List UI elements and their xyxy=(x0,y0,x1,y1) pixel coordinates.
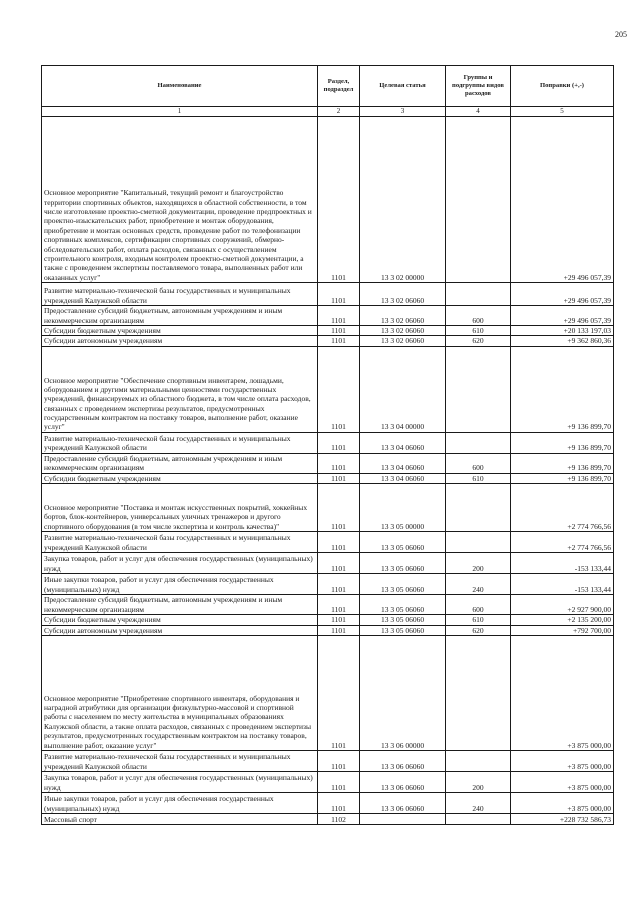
row-name: Предоставление субсидий бюджетным, автономным учреждениям и иным некоммерческим организациям xyxy=(42,453,318,473)
column-header-section: Раздел, подраздел xyxy=(318,66,360,107)
row-article: 13 3 06 00000 xyxy=(360,635,446,750)
row-section: 1101 xyxy=(318,625,360,635)
row-section: 1102 xyxy=(318,813,360,824)
row-section: 1101 xyxy=(318,595,360,615)
row-article: 13 3 04 06060 xyxy=(360,453,446,473)
table-row xyxy=(42,484,614,532)
row-section: 1101 xyxy=(318,771,360,792)
row-name: Иные закупки товаров, работ и услуг для обеспечения государственных (муниципальных) нужд xyxy=(42,792,318,813)
row-group: 600 xyxy=(446,595,511,615)
table-row xyxy=(42,750,614,771)
table-row xyxy=(42,336,614,346)
row-article: 13 3 05 00000 xyxy=(360,484,446,532)
budget-amendments-table xyxy=(41,65,614,825)
table-row xyxy=(42,283,614,306)
table-row xyxy=(42,615,614,625)
table-row xyxy=(42,453,614,473)
row-name: Развитие материально-технической базы государственных и муниципальных учреждений Калужской области xyxy=(42,432,318,453)
row-name: Субсидии бюджетным учреждениям xyxy=(42,473,318,483)
row-amount: +9 362 860,36 xyxy=(511,336,614,346)
row-group xyxy=(446,346,511,432)
row-name: Иные закупки товаров, работ и услуг для обеспечения государственных (муниципальных) нужд xyxy=(42,574,318,595)
column-header-name: Наименование xyxy=(42,66,318,107)
row-amount: +29 496 057,39 xyxy=(511,306,614,326)
row-section: 1101 xyxy=(318,484,360,532)
row-amount: +3 875 000,00 xyxy=(511,792,614,813)
row-group: 600 xyxy=(446,306,511,326)
column-index: 2 xyxy=(318,107,360,117)
row-amount: +9 136 899,70 xyxy=(511,346,614,432)
row-article xyxy=(360,813,446,824)
row-section: 1101 xyxy=(318,792,360,813)
row-article: 13 3 06 06060 xyxy=(360,750,446,771)
column-header-amount: Поправки (+,-) xyxy=(511,66,614,107)
table-row xyxy=(42,346,614,432)
row-amount: +2 135 200,00 xyxy=(511,615,614,625)
row-name: Развитие материально-технической базы государственных и муниципальных учреждений Калужской области xyxy=(42,750,318,771)
row-group: 200 xyxy=(446,553,511,574)
row-amount: +3 875 000,00 xyxy=(511,771,614,792)
row-amount: +9 136 899,70 xyxy=(511,453,614,473)
row-name: Субсидии автономным учреждениям xyxy=(42,336,318,346)
row-group xyxy=(446,283,511,306)
row-article: 13 3 02 06060 xyxy=(360,326,446,336)
row-article: 13 3 05 06060 xyxy=(360,574,446,595)
row-group: 610 xyxy=(446,615,511,625)
row-section: 1101 xyxy=(318,336,360,346)
row-name: Развитие материально-технической базы государственных и муниципальных учреждений Калужской области xyxy=(42,532,318,553)
column-index: 1 xyxy=(42,107,318,117)
table-row xyxy=(42,792,614,813)
row-amount: -153 133,44 xyxy=(511,553,614,574)
row-group xyxy=(446,117,511,283)
row-article: 13 3 04 06060 xyxy=(360,473,446,483)
row-amount: +3 875 000,00 xyxy=(511,635,614,750)
row-section: 1101 xyxy=(318,117,360,283)
row-name: Основное мероприятие "Обеспечение спортивным инвентарем, лошадьми, оборудованием и другими материальными ценностями государственных учреждений, финансируемых из областного бюджета, в том числе оплата расходов, связанных с проведением экспертизы результатов, предусмотренных государственным контрактом на поставку товаров, выполнение работ, оказание услуг" xyxy=(42,346,318,432)
row-group: 240 xyxy=(446,792,511,813)
row-section: 1101 xyxy=(318,432,360,453)
row-article: 13 3 04 00000 xyxy=(360,346,446,432)
table-row xyxy=(42,813,614,824)
row-group: 600 xyxy=(446,453,511,473)
row-article: 13 3 04 06060 xyxy=(360,432,446,453)
row-article: 13 3 05 06060 xyxy=(360,532,446,553)
row-group xyxy=(446,484,511,532)
row-article: 13 3 02 06060 xyxy=(360,283,446,306)
row-name: Развитие материально-технической базы государственных и муниципальных учреждений Калужской области xyxy=(42,283,318,306)
row-group: 620 xyxy=(446,625,511,635)
row-name: Основное мероприятие "Приобретение спортивного инвентаря, оборудования и наградной атрибутики для организации физкультурно-массовой и спортивной работы с населением по месту жительства в муниципальных образованиях Калужской области, а также оплата расходов, связанных с проведением экспертизы результатов, предусмотренных государственным контрактом на поставку товаров, выполнение работ, оказание услуг" xyxy=(42,635,318,750)
row-section: 1101 xyxy=(318,346,360,432)
row-name: Закупка товаров, работ и услуг для обеспечения государственных (муниципальных) нужд xyxy=(42,553,318,574)
row-group: 200 xyxy=(446,771,511,792)
table-row xyxy=(42,595,614,615)
row-group xyxy=(446,813,511,824)
row-name: Массовый спорт xyxy=(42,813,318,824)
row-section: 1101 xyxy=(318,553,360,574)
row-amount: +20 133 197,03 xyxy=(511,326,614,336)
row-group: 240 xyxy=(446,574,511,595)
row-amount: +2 927 900,00 xyxy=(511,595,614,615)
page-number: 205 xyxy=(615,30,627,39)
column-header-group: Группы и подгруппы видов расходов xyxy=(446,66,511,107)
row-amount: +9 136 899,70 xyxy=(511,432,614,453)
row-section: 1101 xyxy=(318,532,360,553)
table-row xyxy=(42,117,614,283)
row-group xyxy=(446,635,511,750)
table-row xyxy=(42,635,614,750)
row-section: 1101 xyxy=(318,453,360,473)
row-amount: +228 732 586,73 xyxy=(511,813,614,824)
row-amount: +3 875 000,00 xyxy=(511,750,614,771)
row-amount: -153 133,44 xyxy=(511,574,614,595)
column-index: 4 xyxy=(446,107,511,117)
table-row xyxy=(42,553,614,574)
column-index: 5 xyxy=(511,107,614,117)
row-amount: +9 136 899,70 xyxy=(511,473,614,483)
row-name: Основное мероприятие "Поставка и монтаж искусственных покрытий, хоккейных бортов, блок-контейнеров, универсальных уличных тренажеров и другого спортивного оборудования (в том числе экспертиза и контроль качества)" xyxy=(42,484,318,532)
row-name: Основное мероприятие "Капитальный, текущий ремонт и благоустройство территории спортивных объектов, находящихся в областной собственности, в том числе изготовление проектно-сметной документации, проведение предпроектных и проектно-изыскательских работ, приобретение и монтаж оборудования, приобретение и монтаж основных средств, проведение работ по телефонизации спортивных комплексов, сертификации спортивных сооружений, обмерно-обследовательских работ, оплата расходов, связанных с осуществлением строительного контроля, входным контролем проектно-сметной документации, а также с проведением экспертизы поставляемого товара, выполненных работ или оказанных услуг" xyxy=(42,117,318,283)
row-section: 1101 xyxy=(318,473,360,483)
row-group xyxy=(446,432,511,453)
column-header-article: Целевая статья xyxy=(360,66,446,107)
row-section: 1101 xyxy=(318,306,360,326)
row-section: 1101 xyxy=(318,615,360,625)
row-group: 620 xyxy=(446,336,511,346)
table-row xyxy=(42,574,614,595)
row-name: Субсидии автономным учреждениям xyxy=(42,625,318,635)
row-article: 13 3 02 06060 xyxy=(360,306,446,326)
row-name: Предоставление субсидий бюджетным, автономным учреждениям и иным некоммерческим организациям xyxy=(42,306,318,326)
row-section: 1101 xyxy=(318,283,360,306)
row-amount: +2 774 766,56 xyxy=(511,484,614,532)
table-row xyxy=(42,771,614,792)
row-name: Закупка товаров, работ и услуг для обеспечения государственных (муниципальных) нужд xyxy=(42,771,318,792)
row-article: 13 3 05 06060 xyxy=(360,615,446,625)
row-article: 13 3 05 06060 xyxy=(360,553,446,574)
row-article: 13 3 02 00000 xyxy=(360,117,446,283)
table-row xyxy=(42,532,614,553)
column-index: 3 xyxy=(360,107,446,117)
row-section: 1101 xyxy=(318,326,360,336)
row-group: 610 xyxy=(446,473,511,483)
row-amount: +29 496 057,39 xyxy=(511,117,614,283)
row-section: 1101 xyxy=(318,750,360,771)
row-article: 13 3 05 06060 xyxy=(360,595,446,615)
row-section: 1101 xyxy=(318,635,360,750)
table-row xyxy=(42,473,614,483)
table-row xyxy=(42,306,614,326)
table-row xyxy=(42,625,614,635)
row-article: 13 3 06 06060 xyxy=(360,792,446,813)
row-amount: +29 496 057,39 xyxy=(511,283,614,306)
row-amount: +2 774 766,56 xyxy=(511,532,614,553)
row-article: 13 3 06 06060 xyxy=(360,771,446,792)
row-amount: +792 700,00 xyxy=(511,625,614,635)
table-row xyxy=(42,432,614,453)
row-name: Субсидии бюджетным учреждениям xyxy=(42,326,318,336)
row-section: 1101 xyxy=(318,574,360,595)
row-article: 13 3 05 06060 xyxy=(360,625,446,635)
row-group xyxy=(446,750,511,771)
table-row xyxy=(42,326,614,336)
row-group xyxy=(446,532,511,553)
row-name: Субсидии бюджетным учреждениям xyxy=(42,615,318,625)
row-article: 13 3 02 06060 xyxy=(360,336,446,346)
row-name: Предоставление субсидий бюджетным, автономным учреждениям и иным некоммерческим организациям xyxy=(42,595,318,615)
row-group: 610 xyxy=(446,326,511,336)
